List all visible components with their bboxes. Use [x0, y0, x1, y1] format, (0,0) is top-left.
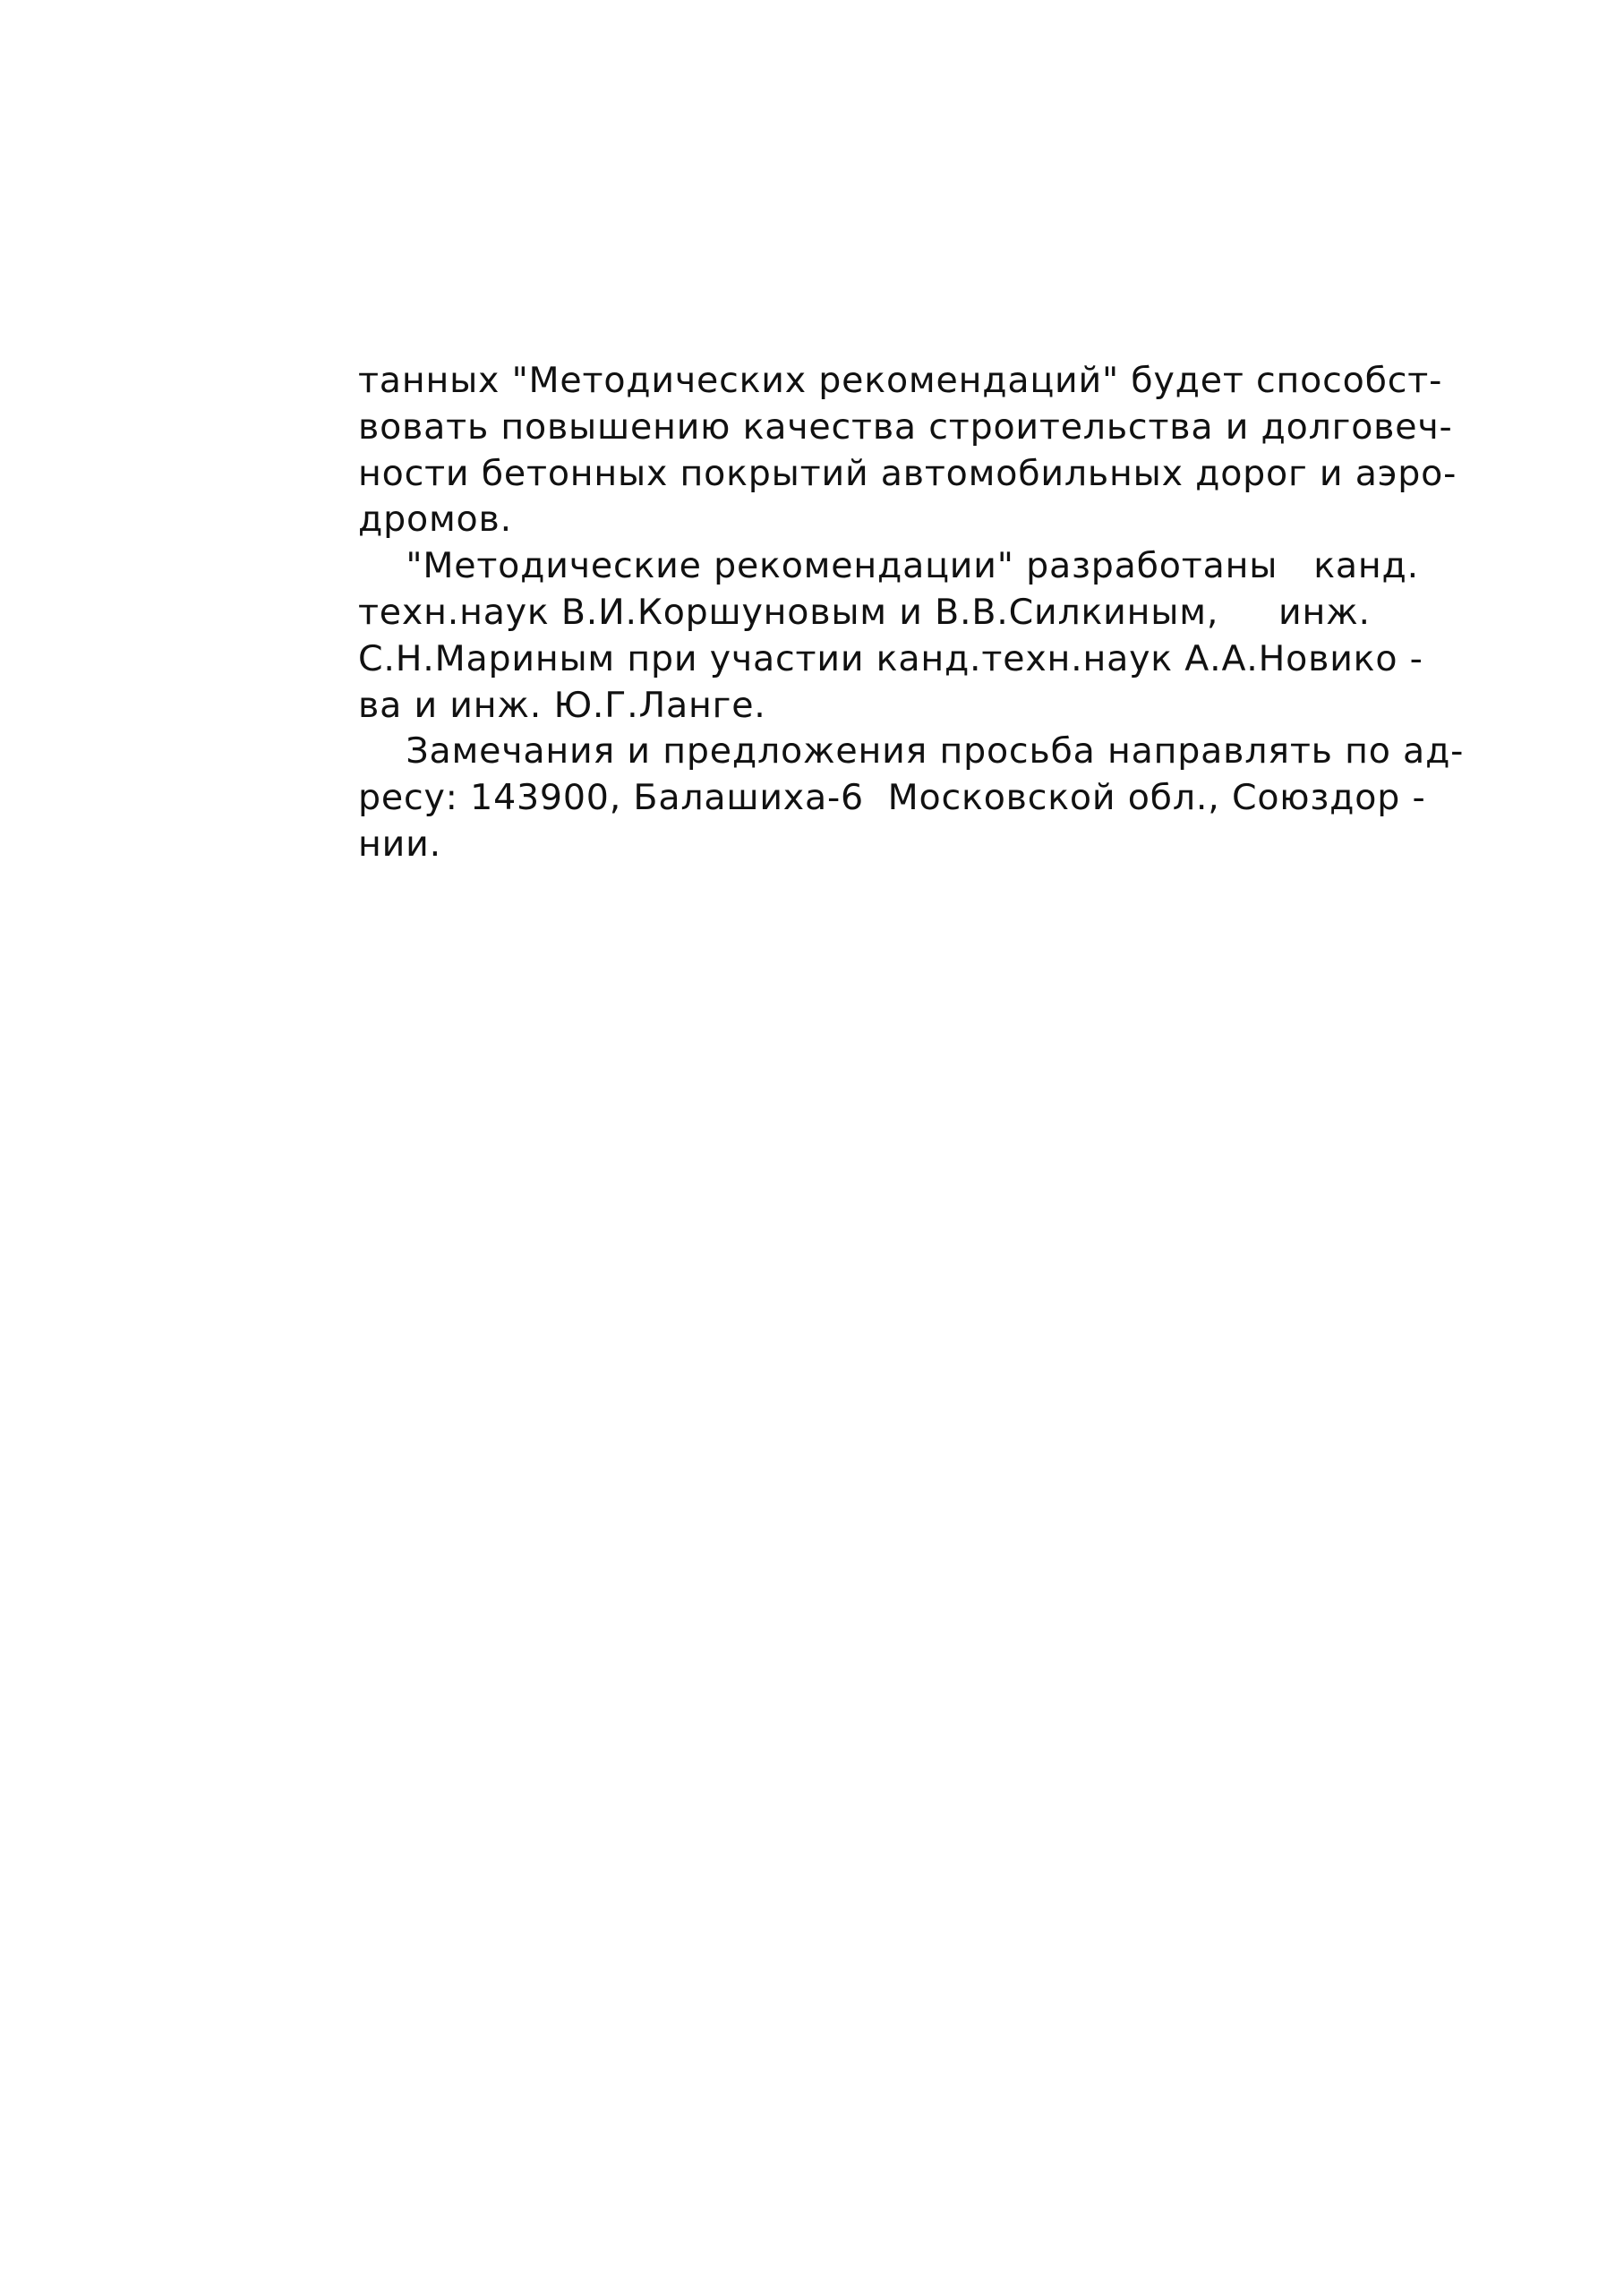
text-line: ности бетонных покрытий автомобильных дорог и аэро- — [358, 452, 1457, 494]
text-line: ресу: 143900, Балашиха-6 Московской обл., Союздор - — [358, 777, 1426, 819]
text-line: ва и инж. Ю.Г.Ланге. — [358, 684, 766, 726]
text-line: "Методические рекомендации" разработаны канд. — [358, 545, 1420, 587]
body-text — [358, 358, 1522, 868]
text-line: Замечания и предложения просьба направлять по ад- — [358, 730, 1465, 772]
text-line: нии. — [358, 823, 441, 865]
text-line: С.Н.Мариным при участии канд.техн.наук А.А.Новико - — [358, 637, 1423, 679]
text-line: танных "Методических рекомендаций" будет способст- — [358, 360, 1443, 401]
text-line: техн.наук В.И.Коршуновым и В.В.Силкиным, инж. — [358, 591, 1371, 633]
text-line: дромов. — [358, 499, 512, 541]
text-line: вовать повышению качества строительства и долговеч- — [358, 405, 1453, 448]
